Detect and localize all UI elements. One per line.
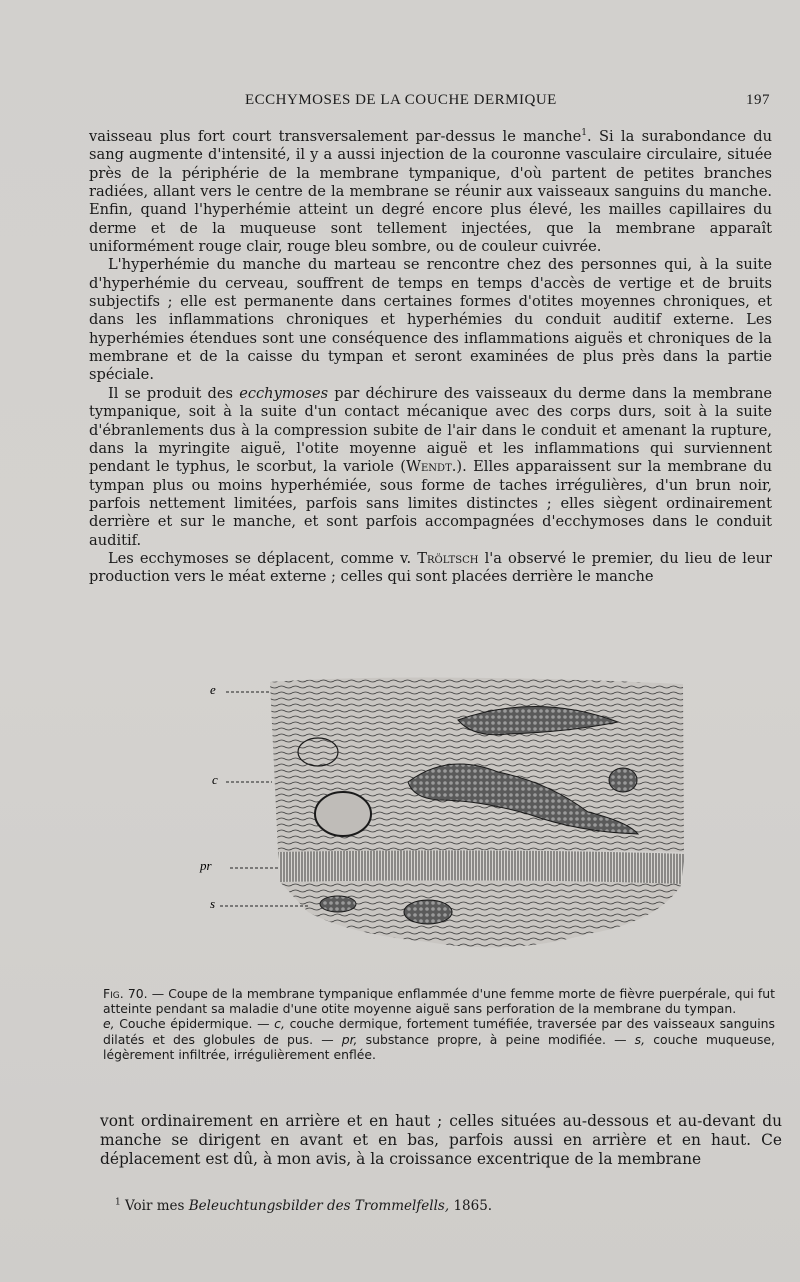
vessel-cross-section-shape xyxy=(320,896,356,912)
page-number: 197 xyxy=(746,92,770,108)
paragraph-1: vaisseau plus fort court transversalement par-dessus le manche$^1$. Si la surabondance du sang augmente d'intensité, il y a aussi injection de la couronne vasculaire circulaire, située près de la périphérie de la membrane tympanique, d'où partent de petites branches radiées, allant vers le centre de la membrane se réunir aux vaisseaux sanguins du manche. Enfin, quand l'hyperhémie atteint un degré encore plus élevé, les mailles capillaires du derme et de la muqueuse sont tellement injectées, que la membrane apparaît uniformément rouge clair, rouge bleu sombre, ou de couleur cuivrée. xyxy=(89,128,772,256)
figure-label-s: s xyxy=(210,896,216,911)
figure-caption xyxy=(103,986,775,1062)
continuation-text: vont ordinairement en arrière et en haut ; celles situées au-dessous et au-devant du manche se dirigent en avant et en bas, parfois aussi en arrière et en haut. Ce déplacement est dû, à mon avis, à la croissance excentrique de la membrane xyxy=(100,1112,782,1169)
figure-illustration xyxy=(200,672,688,962)
paragraph-3: Il se produit des ecchymoses par déchirure des vaisseaux du derme dans la membrane tympanique, soit à la suite d'un contact mécanique avec des corps durs, soit à la suite d'ébranlements dus à la compression subite de l'air dans le conduit et amenant la rupture, dans la myringite aiguë, l'otite moyenne aiguë et les inflammations qui surviennent pendant le typhus, le scorbut, la variole (Wendt.). Elles apparaissent sur la membrane du tympan plus ou moins hyperhémiée, sous forme de taches irrégulières, d'un brun noir, parfois nettement limitées, parfois sans limites distinctes ; elles siègent ordinairement derrière et sur le manche, et sont parfois accompagnées d'ecchymoses dans le conduit auditif. xyxy=(89,384,773,549)
vessel-cross-section-shape xyxy=(609,768,637,792)
mucous-layer-shape xyxy=(280,880,682,947)
footnote-title: Beleuchtungsbilder des Trommelfells, xyxy=(188,1198,450,1214)
caption-legend: e, Couche épidermique. — c, couche dermique, fortement tuméfiée, traversée par des vaisseaux sanguins dilatés et des globules de pus. — pr, substance propre, à peine modifiée. — s, couche muqueuse, légèrement infiltrée, irrégulièrement enflée. xyxy=(103,1016,775,1062)
figure-label-pr: pr xyxy=(200,858,212,873)
figure-label-e: e xyxy=(210,682,216,697)
paragraph-2: L'hyperhémie du manche du marteau se rencontre chez des personnes qui, à la suite d'hyperhémie du cerveau, souffrent de temps en temps d'accès de vertige et de bruits subjectifs ; elle est permanente dans certaines formes d'otites moyennes chroniques, et dans les inflammations chroniques et hyperhémies du conduit auditif externe. Les hyperhémies étendues sont une conséquence des inflammations aiguës et chroniques de la membrane et de la caisse du tympan et seront examinées de plus près dans la partie spéciale. xyxy=(89,256,772,384)
paragraph-4: Les ecchymoses se déplacent, comme v. Tröltsch l'a observé le premier, du lieu de leur production vers le méat externe ; celles qui sont placées derrière le manche xyxy=(89,549,772,586)
caption-main: Fig. 70. — Coupe de la membrane tympanique enflammée d'une femme morte de fièvre puerpérale, qui fut atteinte pendant sa maladie d'une otite moyenne aiguë sans perforation de la membrane du tympan. xyxy=(103,986,775,1017)
tympanic-membrane-section-engraving xyxy=(200,672,688,962)
footnote-mark: 1 xyxy=(115,1197,121,1208)
figure-label-c: c xyxy=(212,772,218,787)
footnote-reference[interactable]: 1 xyxy=(581,128,588,139)
body-text xyxy=(89,128,772,587)
vessel-cross-section-shape xyxy=(404,900,452,924)
footnote: $^1$ Voir mes Beleuchtungsbilder des Trommelfells, 1865. xyxy=(115,1197,493,1214)
substantia-propria-shape xyxy=(278,850,684,884)
running-head-title: ECCHYMOSES DE LA COUCHE DERMIQUE xyxy=(245,92,557,108)
vessel-cross-section-shape xyxy=(315,792,371,836)
running-head xyxy=(90,92,770,114)
